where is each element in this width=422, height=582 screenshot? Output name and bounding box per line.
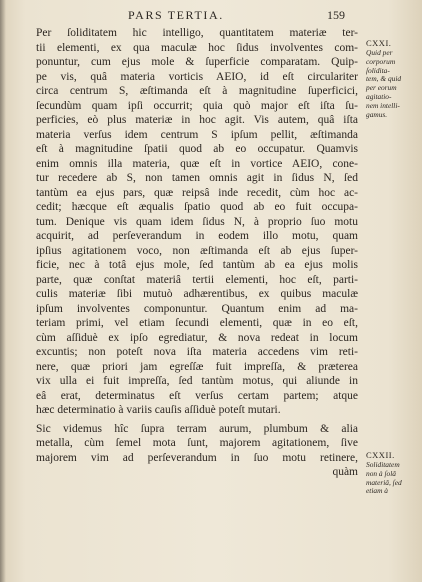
text-line: pe vis, quâ materia vorticis AEIO, id eſt circulariter [36, 70, 358, 83]
text-line: circa centrum S, æſtimanda eſt à magnitudine ſuperficici, [36, 85, 358, 97]
text-line: excuntis; non poteſt nova iſta materia accedens vim reti- [36, 346, 358, 358]
text-line: tur recedere ab S, non tamen omnis agit in ſidus N, ſed [36, 172, 358, 184]
margin-note-line: corporum [366, 56, 396, 66]
text-line: ipſius agitationem voco, non æſtimanda eſt ab ejus ſuper- [36, 244, 358, 257]
text-line: ponuntur, cum ejus mole & ſuperficie comparatam. Quip- [36, 56, 358, 68]
text-line: ſecundùm quam ipſi occurrit; quia quò major eſt iſta ſu- [36, 99, 358, 112]
text-line: cedit; hæcque eſt æqualis ſpatio quod ab eo fuit occupa- [36, 201, 358, 213]
text-line: acquirit, ad perſeverandum in eodem illo motu, quam [36, 230, 358, 242]
paragraph [36, 422, 358, 480]
margin-note-cxxi [366, 38, 422, 119]
text-line: perficies, eò plus materiæ in hoc agit. Vis autem, quâ iſta [36, 114, 358, 126]
margin-note-line: Soliditatem [366, 460, 400, 469]
text-line: majorem vim ad perſeverandum in ſuo motu retinere, [36, 451, 358, 464]
margin-note-line: gamus. [366, 109, 388, 119]
text-line: enim omnis illa materia, quæ eſt in vortice AEIO, cone- [36, 157, 358, 170]
margin-note-line: non à ſolâ [366, 468, 396, 478]
main-text [36, 26, 358, 480]
margin-note-number: CXXII. [366, 450, 395, 460]
text-line: teriam primi, vel etiam ſecundi elementi, quæ in eo eſt, [36, 317, 358, 329]
text-line: eâ erat, determinatus eſt verſus certam partem; atque [36, 389, 358, 402]
text-line: tii elementi, ex qua maculæ hoc ſidus involventes com- [36, 41, 358, 54]
margin-note-line: tem, & quid [366, 74, 402, 84]
text-line: cùm aſſiduè ex ipſo egrediatur, & nova redeat in locum [36, 331, 358, 344]
running-head [0, 6, 422, 24]
text-line: materia verſus idem centrum S ipſum pellit, æſtimanda [36, 128, 358, 141]
text-line: tantùm ea ejus pars, quæ reipsâ inde recedit, cùm hoc ac- [36, 186, 358, 199]
text-line: culis materiæ ſibi mutuò adhærentibus, ex quibus maculæ [36, 288, 358, 300]
text-line: metalla, cùm ſemel mota ſunt, majorem agitationem, ſive [36, 437, 358, 449]
margin-note-line: per eorum [366, 83, 397, 93]
text-line: Per ſoliditatem hic intelligo, quantitatem materiæ ter- [36, 27, 358, 39]
text-line: parte, quæ conſtat materiâ tertii elementi, hoc eſt, parti- [36, 273, 358, 286]
margin-note-line: materiâ, ſed [366, 477, 402, 487]
margin-note-line: etiam à [366, 486, 388, 496]
catchword: quàm [332, 466, 358, 478]
margin-note-line: nem intelli- [366, 100, 400, 110]
page-number: 159 [327, 8, 345, 22]
text-line: ipſum involventes componuntur. Quantum enim ad ma- [36, 302, 358, 315]
text-line: vix ulla ei fuit impreſſa, ſed tantùm motus, qui aliunde in [36, 375, 358, 387]
text-line: eſt à magnitudine ſpatii quod ab eo occupatur. Quamvis [36, 143, 358, 155]
text-line: ficie, nec à totâ ejus mole, ſed tantùm ab ea ejus molis [36, 259, 358, 271]
text-line: nere, quæ priori jam egreſſæ fuit impreſſa, & præterea [36, 360, 358, 373]
running-title: PARS TERTIA. [128, 8, 224, 22]
margin-note-cxxii [366, 450, 422, 496]
margin-note-line: Quid per [366, 48, 393, 57]
text-line: tum. Denique vis quam idem ſidus N, à proprio ſuo motu [36, 215, 358, 228]
margin-note-line: agitatio- [366, 91, 392, 101]
text-line: hæc determinatio à variis cauſis aſſiduè poteſt mutari. [36, 404, 281, 416]
text-line: Sic videmus hîc ſupra terram aurum, plumbum & alia [36, 422, 358, 435]
paragraph [36, 26, 358, 418]
margin-note-line: ſolidita- [366, 65, 390, 75]
margin-note-number: CXXI. [366, 38, 392, 48]
